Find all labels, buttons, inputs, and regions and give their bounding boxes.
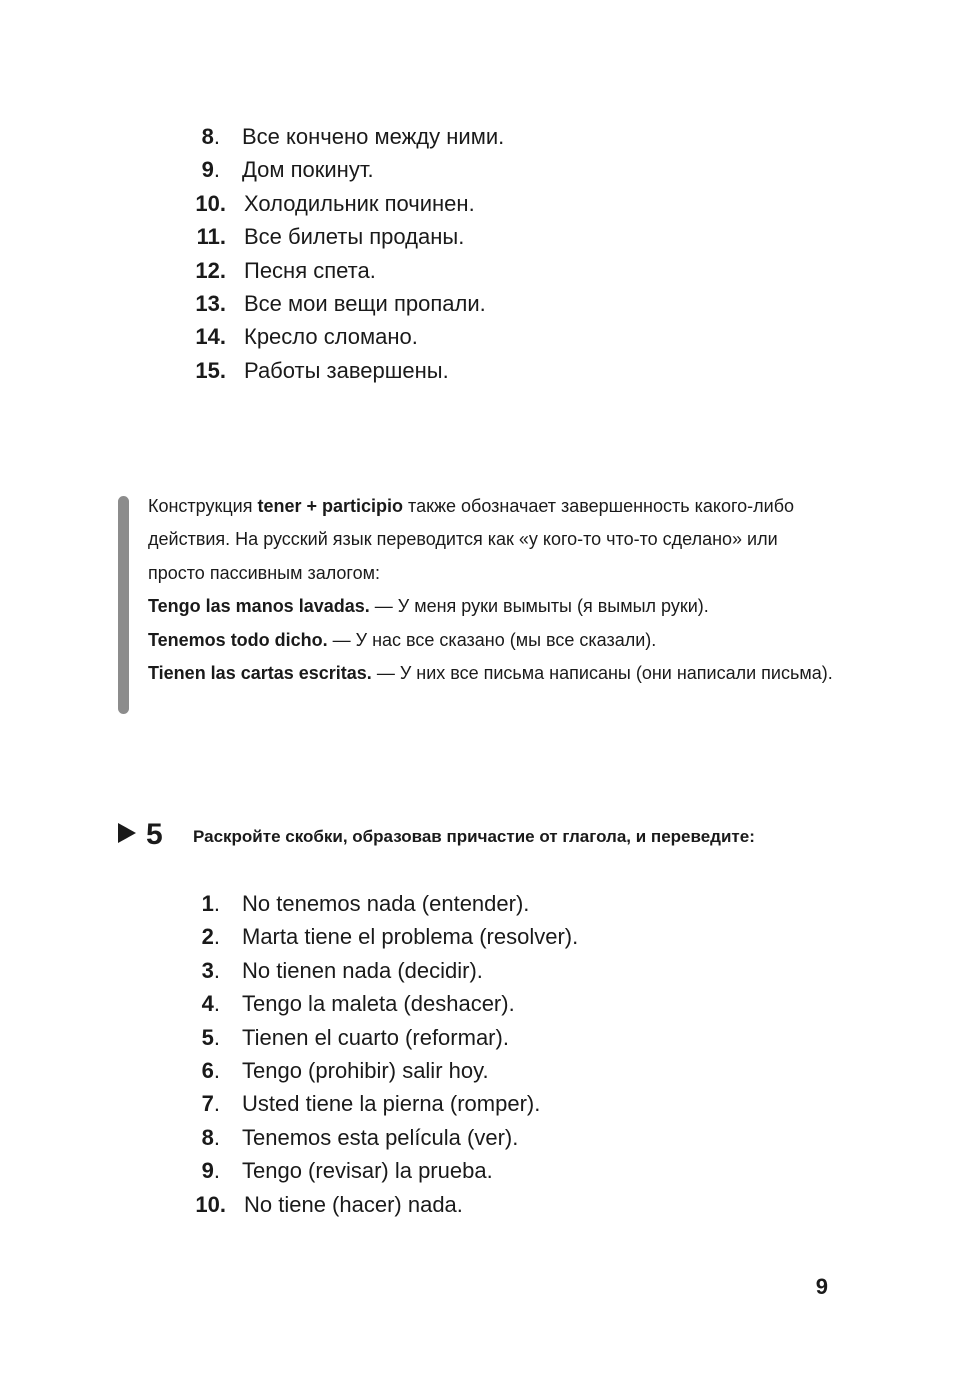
exercise-number: 5 [146, 818, 163, 851]
example-translation: — У меня руки вымыты (я вымыл руки). [369, 596, 709, 617]
note-side-bar [118, 496, 129, 714]
grammar-note [118, 496, 833, 716]
example-spanish: Tenemos todo dicho. [148, 629, 328, 650]
note-text: Конструкция tener + participio также обозначает завершенность какого-либо действия. На русский язык переводится как «у кого-то что-то сделано» или просто пассивным залогом: Tengo las manos lavadas. — У меня руки вымыты (я вымыл руки). Tenemos todo dicho. — У нас все сказано (мы все сказали). Tienen las cartas escritas. — У них все письма написаны (они написали письма). [148, 496, 833, 684]
example-spanish: Tengo las manos lavadas. [148, 596, 370, 617]
page-number: 9 [815, 1274, 828, 1299]
example-spanish: Tienen las cartas escritas. [148, 663, 372, 684]
exercise-instruction: Раскройте скобки, образовав причастие от глагола, и переведите: [193, 827, 755, 846]
triangle-arrow-icon [118, 823, 136, 843]
example-translation: — У них все письма написаны (они написали письма). [371, 663, 833, 684]
exercise-header [118, 815, 838, 855]
example-translation: — У нас все сказано (мы все сказали). [327, 629, 657, 650]
